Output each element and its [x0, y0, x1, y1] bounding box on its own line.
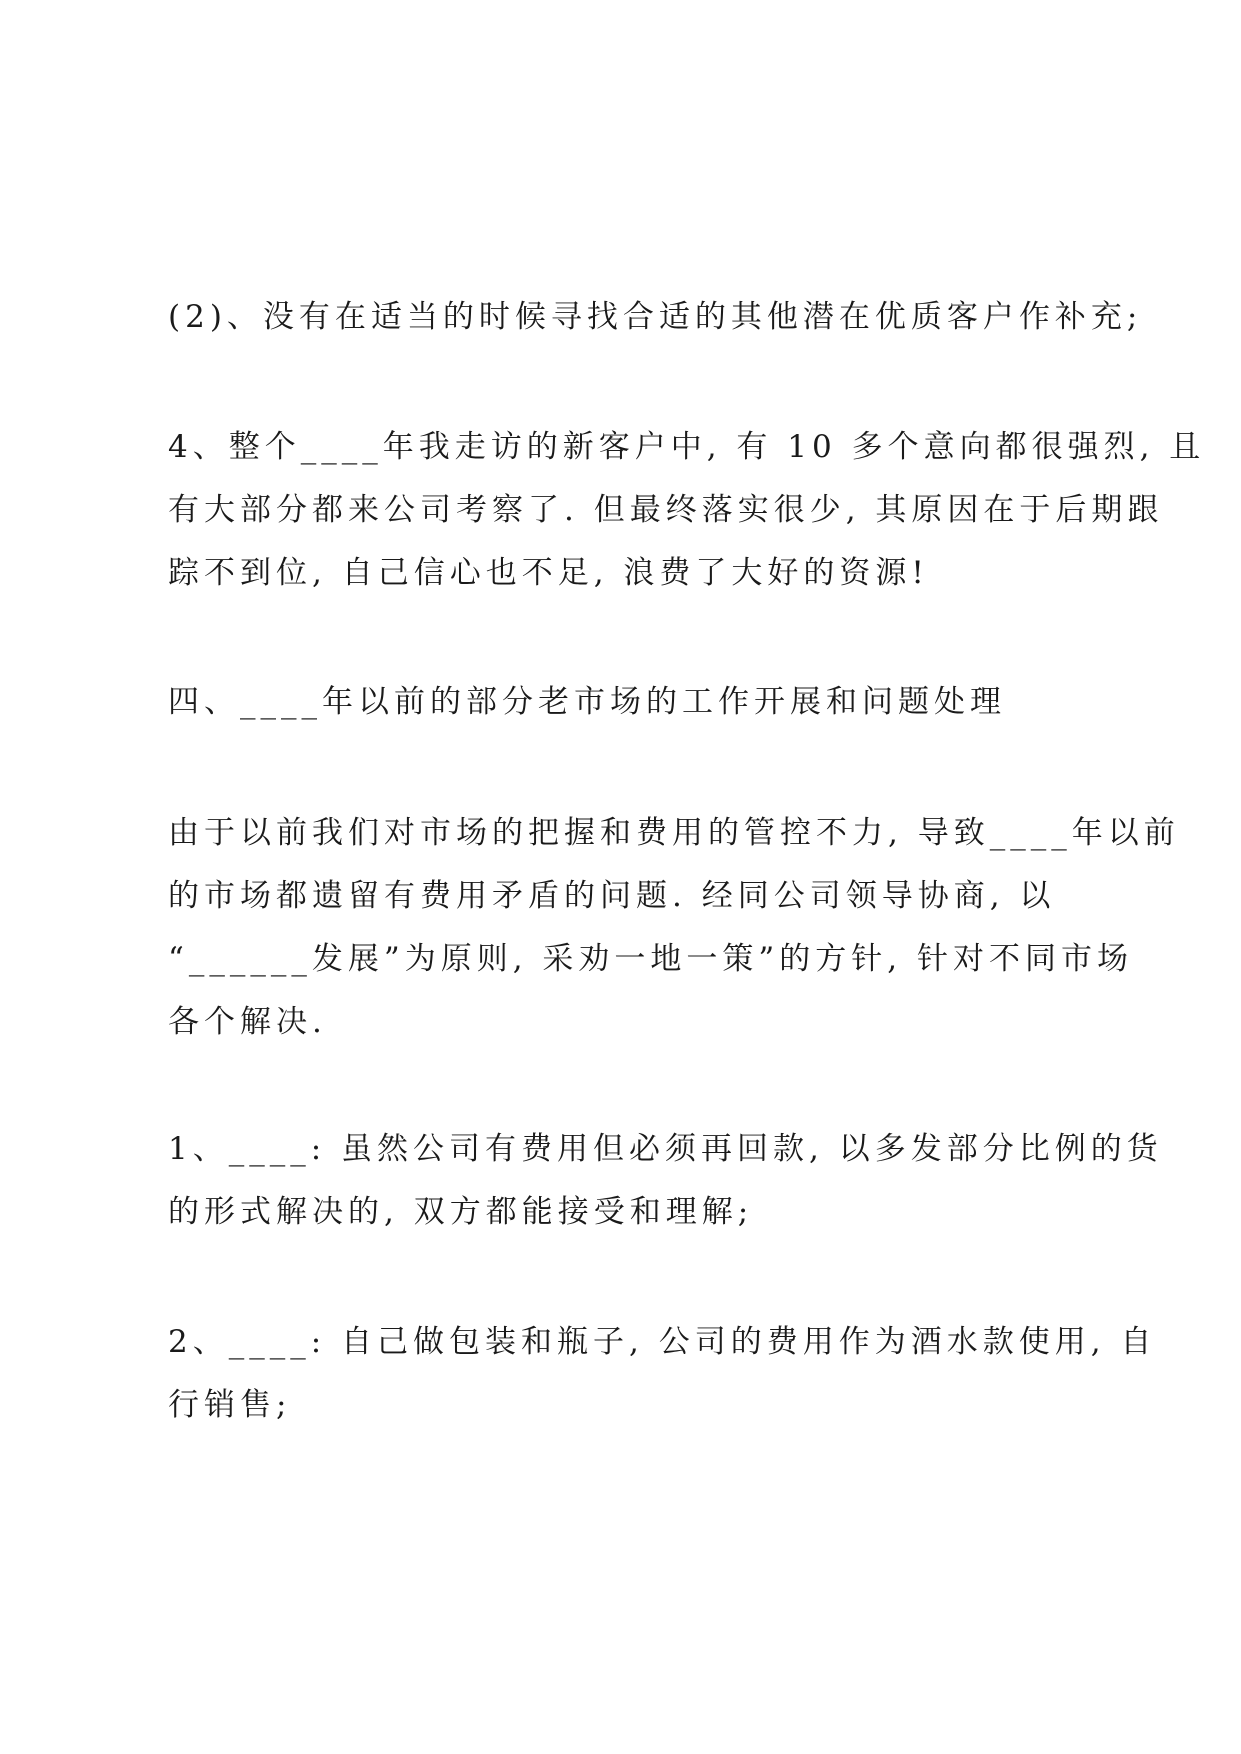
paragraph-item-1: [168, 1118, 1163, 1244]
paragraph-line: 由于以前我们对市场的把握和费用的管控不力, 导致____年以前: [168, 815, 1180, 851]
heading-line: 四、____年以前的部分老市场的工作开展和问题处理: [168, 684, 1006, 720]
paragraph-point-2: [168, 286, 1143, 349]
paragraph-line: 1、____: 虽然公司有费用但必须再回款, 以多发部分比例的货: [168, 1131, 1163, 1167]
paragraph-line: 行销售;: [168, 1387, 292, 1423]
section-heading-four: [168, 671, 1098, 734]
paragraph-background: [168, 802, 1180, 1054]
paragraph-item-2: [168, 1311, 1157, 1437]
paragraph-item-4: [168, 416, 1206, 605]
paragraph-line: 踪不到位, 自己信心也不足, 浪费了大好的资源!: [168, 555, 929, 591]
paragraph-line: 4、整个____年我走访的新客户中, 有 10 多个意向都很强烈, 且: [168, 429, 1206, 465]
paragraph-line: (2)、没有在适当的时候寻找合适的其他潜在优质客户作补充;: [168, 299, 1143, 335]
paragraph-line: “______发展”为原则, 采劝一地一策”的方针, 针对不同市场: [168, 941, 1133, 977]
paragraph-line: 2、____: 自己做包装和瓶子, 公司的费用作为酒水款使用, 自: [168, 1324, 1157, 1360]
paragraph-line: 有大部分都来公司考察了. 但最终落实很少, 其原因在于后期跟: [168, 492, 1164, 528]
paragraph-line: 各个解决.: [168, 1004, 327, 1040]
paragraph-line: 的形式解决的, 双方都能接受和理解;: [168, 1194, 754, 1230]
paragraph-line: 的市场都遗留有费用矛盾的问题. 经同公司领导协商, 以: [168, 878, 1056, 914]
